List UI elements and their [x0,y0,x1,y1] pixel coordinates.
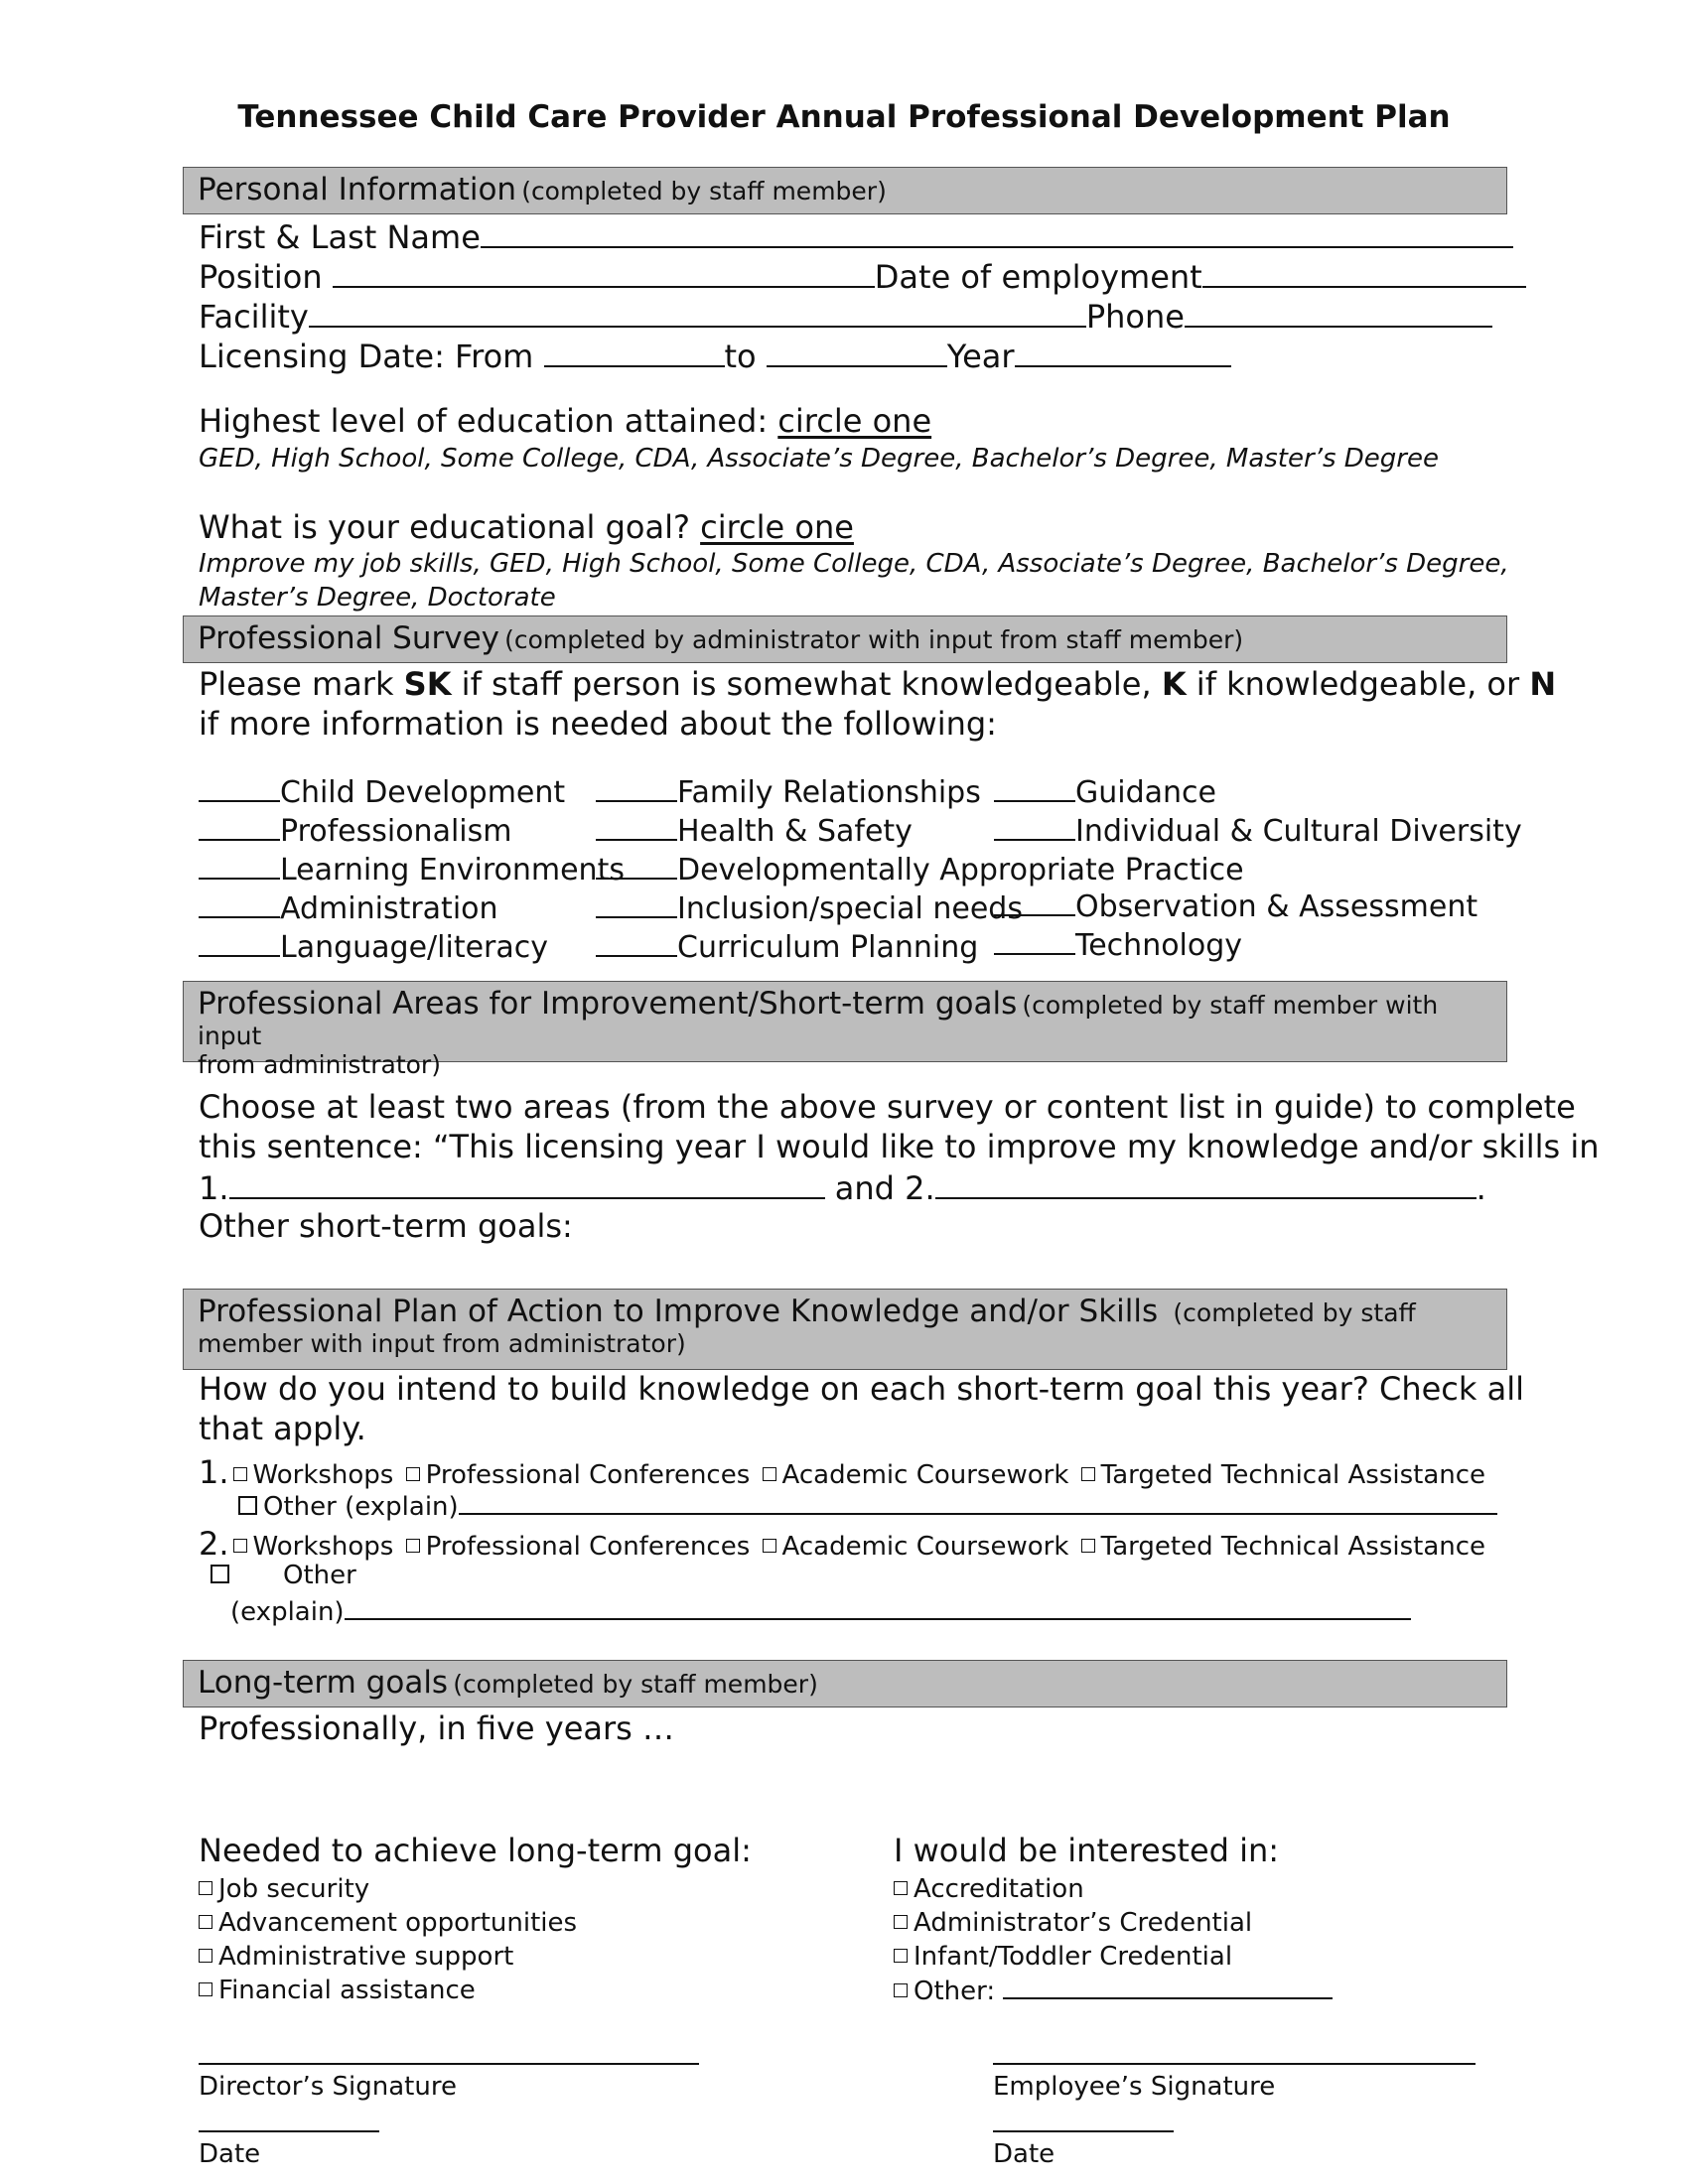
k-code: K [1161,665,1187,703]
area-2-label: and 2. [824,1169,935,1207]
interested-item [894,1974,1333,2008]
section-note: (completed by staff member with input [198,991,1439,1050]
checkbox[interactable] [211,1565,229,1583]
instr-text: if knowledgeable, or [1186,665,1530,703]
page-title: Tennessee Child Care Provider Annual Professional Development Plan [237,99,1451,135]
goal-options-line-1[interactable]: Improve my job skills, GED, High School, Some College, CDA, Associate’s Degree, Bachelor’s Degree, [199,549,1509,579]
section-header-longterm [183,1660,1507,1707]
survey-item-label: Observation & Assessment [1075,889,1478,924]
checkbox[interactable] [406,1539,420,1553]
checkbox[interactable] [763,1467,776,1481]
goal-question [199,508,854,546]
period: . [1476,1169,1486,1207]
rating-blank[interactable] [199,888,280,918]
plan-row-2 [199,1525,1485,1563]
rating-blank[interactable] [596,888,677,918]
employee-date-line[interactable] [993,2130,1174,2132]
director-signature-line[interactable] [199,2063,699,2065]
survey-column-1 [199,772,625,966]
plan-number-1: 1. [199,1453,229,1491]
option-label: Workshops [252,1460,394,1490]
checkbox[interactable] [763,1539,776,1553]
interested-label: Administrator’s Credential [914,1908,1253,1938]
survey-item [994,772,1522,811]
other-short-term-goals: Other short-term goals: [199,1207,573,1245]
rating-blank[interactable] [596,772,677,802]
survey-item-label: Curriculum Planning [677,930,979,965]
section-title: Personal Information [198,172,517,207]
section-header-survey [183,615,1507,663]
checkbox[interactable] [894,1949,908,1963]
licensing-to-label: to [724,338,757,375]
section-title: Professional Areas for Improvement/Short-term goals [198,986,1018,1022]
checkbox[interactable] [199,1982,212,1996]
checkbox[interactable] [238,1496,257,1515]
rating-blank[interactable] [596,811,677,841]
survey-item-label: Inclusion/special needs [677,891,1023,926]
needed-item [199,1974,577,2007]
other-explain-label: Other (explain) [263,1492,459,1522]
survey-item-label: Technology [1075,928,1243,963]
section-note: (completed by staff member) [453,1670,818,1699]
other-explain-field[interactable] [459,1489,1497,1515]
other-label: Other [283,1561,356,1590]
section-title: Professional Survey [198,620,499,656]
areas-instruction-2: this sentence: “This licensing year I would like to improve my knowledge and/or skills in [199,1128,1600,1165]
needed-label: Job security [218,1874,370,1904]
interested-heading: I would be interested in: [894,1832,1280,1869]
needed-label: Financial assistance [218,1976,476,2005]
survey-column-3 [994,772,1522,964]
employee-signature-label: Employee’s Signature [993,2072,1276,2102]
survey-item [199,772,625,811]
education-question-text: Highest level of education attained: [199,402,769,440]
explain-field[interactable] [345,1594,1411,1620]
option-label: Professional Conferences [425,1460,751,1490]
director-date-label: Date [199,2139,261,2169]
licensing-from-field[interactable] [544,336,725,367]
education-question [199,402,931,440]
needed-label: Advancement opportunities [218,1908,578,1938]
circle-one-label: circle one [777,402,932,440]
survey-item-label: Learning Environments [280,853,625,887]
needed-item [199,1940,577,1974]
section-title: Long-term goals [198,1665,449,1701]
option-label: Professional Conferences [425,1532,751,1562]
checkbox[interactable] [406,1467,420,1481]
rating-blank[interactable] [596,927,677,957]
phone-label: Phone [1085,298,1185,336]
name-label: First & Last Name [199,218,481,256]
section-header-personal [183,167,1507,214]
licensing-row [199,336,1231,375]
five-years-prompt: Professionally, in five years … [199,1709,675,1747]
survey-instructions [199,665,1556,703]
goal-options-line-2[interactable]: Master’s Degree, Doctorate [199,583,556,613]
interested-label: Infant/Toddler Credential [914,1942,1233,1972]
sk-code: SK [403,665,452,703]
licensing-from-label: Licensing Date: From [199,338,534,375]
checkbox[interactable] [894,1915,908,1929]
checkbox[interactable] [199,1881,212,1895]
plan-question-2: that apply. [199,1410,366,1447]
other-interest-field[interactable] [1003,1974,1333,1999]
position-row [199,256,1526,296]
survey-item-label: Family Relationships [677,775,981,810]
section-header-areas [183,981,1507,1079]
checkbox[interactable] [1081,1467,1095,1481]
plan-row-2-other [207,1561,356,1590]
plan-row-1-other [234,1489,1497,1522]
survey-instructions-line-2: if more information is needed about the following: [199,705,997,743]
director-date-line[interactable] [199,2130,379,2132]
plan-question-1: How do you intend to build knowledge on each short-term goal this year? Check all [199,1370,1524,1408]
checkbox[interactable] [199,1915,212,1929]
survey-item-label: Individual & Cultural Diversity [1075,814,1522,849]
licensing-year-field[interactable] [1015,336,1231,367]
needed-list [199,1872,577,2007]
section-note: from administrator) [198,1050,441,1079]
option-label: Academic Coursework [781,1532,1069,1562]
rating-blank[interactable] [199,927,280,957]
name-field[interactable] [481,216,1513,248]
employee-signature-line[interactable] [993,2063,1476,2065]
checkbox[interactable] [894,1881,908,1895]
section-note: member with input from administrator) [198,1329,686,1358]
phone-field[interactable] [1185,296,1492,328]
survey-item [199,927,625,966]
rating-blank[interactable] [596,850,677,880]
interested-label: Accreditation [914,1874,1084,1904]
explain-label: (explain) [230,1597,345,1627]
survey-item [199,888,625,927]
interested-list [894,1872,1333,2008]
area-1-field[interactable] [229,1167,825,1199]
option-label: Academic Coursework [781,1460,1069,1490]
employment-date-field[interactable] [1202,256,1526,288]
section-note: (completed by staff [1173,1298,1416,1327]
section-title: Professional Plan of Action to Improve Knowledge and/or Skills [198,1294,1159,1329]
interested-label: Other: [914,1977,996,2006]
plan-row-2-explain [230,1594,1411,1627]
interested-item [894,1872,1333,1906]
rating-blank[interactable] [994,811,1075,841]
interested-item [894,1940,1333,1974]
circle-one-label: circle one [700,508,854,546]
rating-blank[interactable] [994,772,1075,802]
survey-item [994,887,1522,925]
employment-date-label: Date of employment [874,258,1202,296]
survey-item-label: Developmentally Appropriate Practice [677,853,1244,887]
name-row [199,216,1513,256]
survey-item-label: Guidance [1075,775,1216,810]
plan-row-1 [199,1453,1485,1491]
survey-item-label: Administration [280,891,498,926]
areas-blanks-row [199,1167,1486,1207]
facility-row [199,296,1492,336]
plan-number-2: 2. [199,1525,229,1563]
facility-label: Facility [199,298,309,336]
n-code: N [1529,665,1557,703]
interested-item [894,1906,1333,1940]
instr-text: Please mark [199,665,404,703]
goal-question-text: What is your educational goal? [199,508,690,546]
section-note: (completed by administrator with input from staff member) [504,625,1244,654]
area-1-label: 1. [199,1169,229,1207]
survey-item [199,811,625,850]
education-options[interactable]: GED, High School, Some College, CDA, Associate’s Degree, Bachelor’s Degree, Master’s Degree [199,444,1439,474]
licensing-year-label: Year [946,338,1015,375]
rating-blank[interactable] [199,850,280,880]
survey-item [994,811,1522,850]
option-label: Targeted Technical Assistance [1100,1460,1486,1490]
survey-item-label: Professionalism [280,814,512,849]
needed-item [199,1872,577,1906]
survey-item [199,850,625,888]
section-note: (completed by staff member) [521,177,887,205]
checkbox[interactable] [233,1539,247,1553]
position-label: Position [199,258,323,296]
checkbox[interactable] [1081,1539,1095,1553]
option-label: Workshops [252,1532,394,1562]
survey-item [994,925,1522,964]
licensing-to-field[interactable] [767,336,947,367]
rating-blank[interactable] [199,811,280,841]
area-2-field[interactable] [935,1167,1477,1199]
checkbox[interactable] [199,1949,212,1963]
position-field[interactable] [333,256,875,288]
checkbox[interactable] [233,1467,247,1481]
rating-blank[interactable] [199,772,280,802]
checkbox[interactable] [894,1983,908,1997]
employee-date-label: Date [993,2139,1055,2169]
survey-item-label: Health & Safety [677,814,913,849]
survey-item-label: Language/literacy [280,930,549,965]
rating-blank[interactable] [994,887,1075,916]
director-signature-label: Director’s Signature [199,2072,457,2102]
needed-label: Administrative support [218,1942,514,1972]
facility-field[interactable] [309,296,1086,328]
rating-blank[interactable] [994,925,1075,955]
survey-item-label: Child Development [280,775,566,810]
needed-item [199,1906,577,1940]
section-header-plan [183,1289,1507,1370]
needed-heading: Needed to achieve long-term goal: [199,1832,752,1869]
instr-text: if staff person is somewhat knowledgeable, [451,665,1162,703]
option-label: Targeted Technical Assistance [1100,1532,1486,1562]
areas-instruction-1: Choose at least two areas (from the above survey or content list in guide) to complete [199,1088,1576,1126]
survey-spacer [994,850,1522,887]
